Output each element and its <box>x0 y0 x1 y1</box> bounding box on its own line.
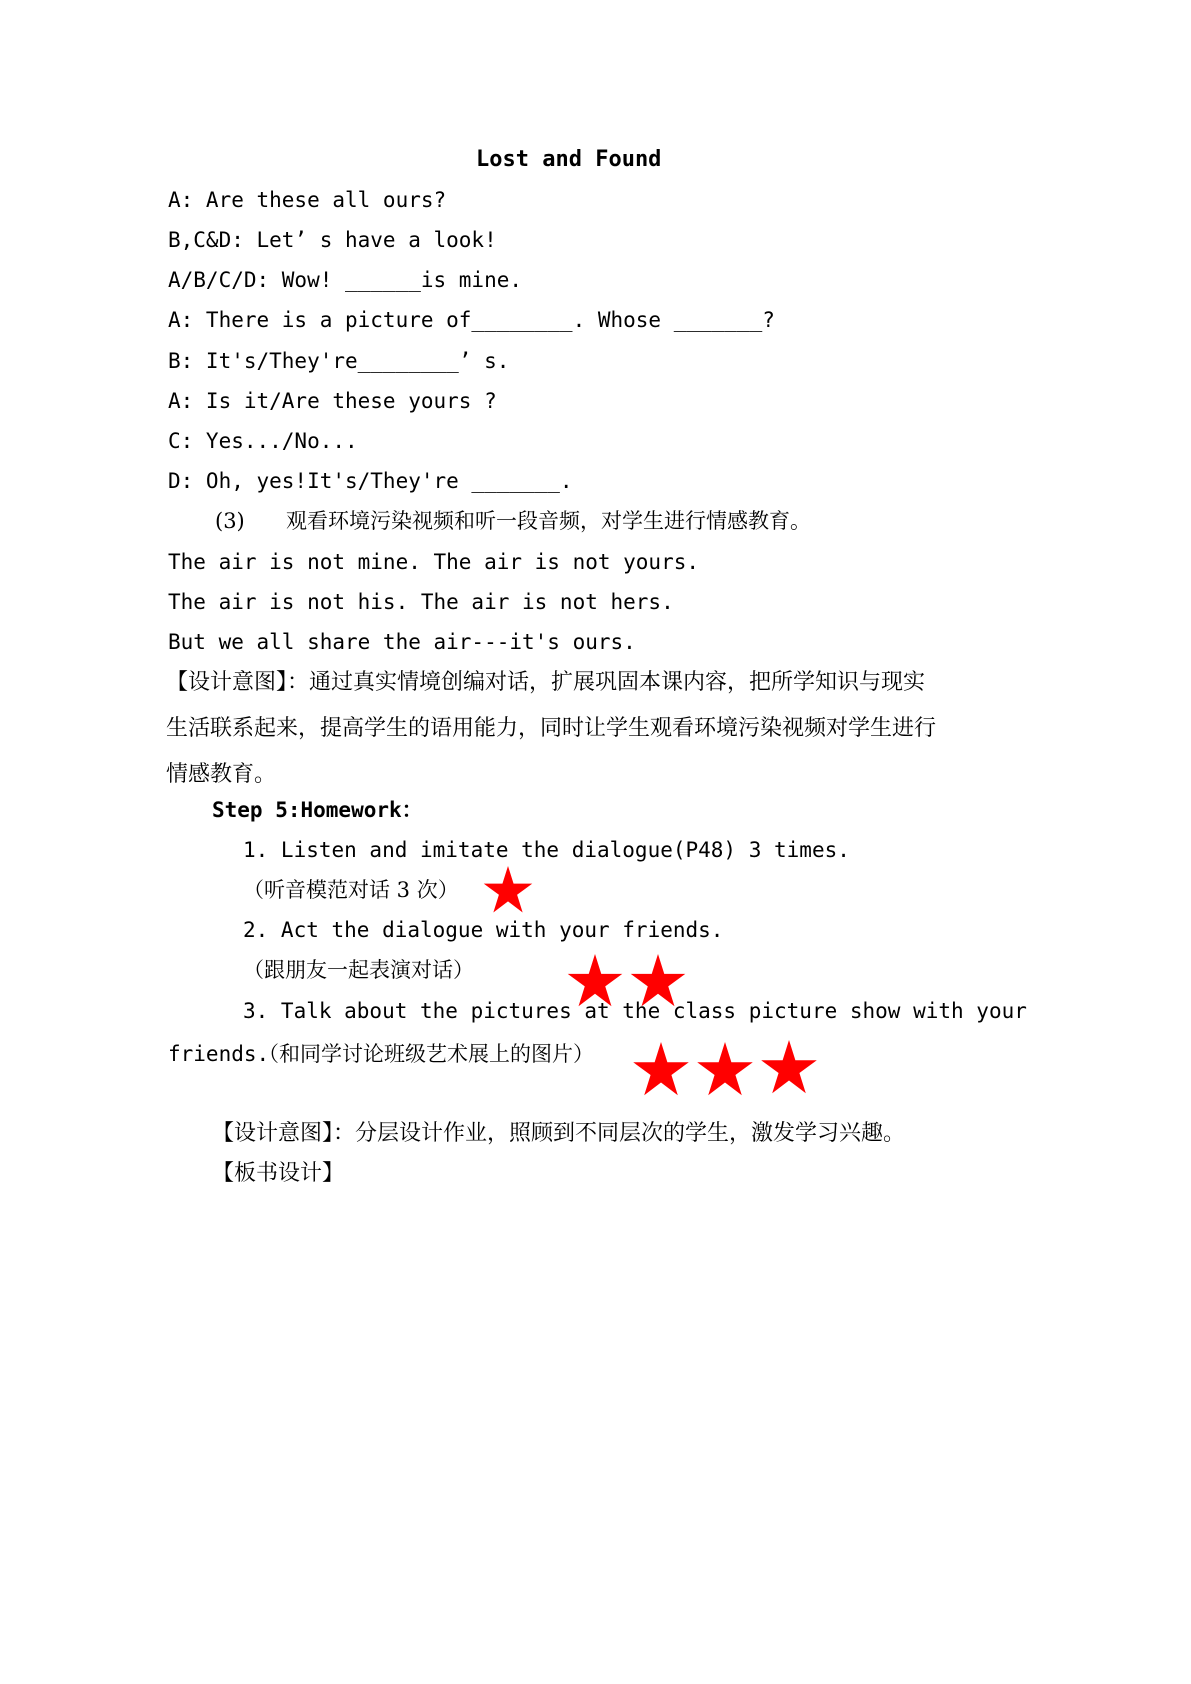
star-icon <box>756 1040 822 1095</box>
poem-line: The air is not his. The air is not hers. <box>168 590 674 614</box>
star-icon <box>626 954 690 1008</box>
dialogue-line: A/B/C/D: Wow! ______is mine. <box>168 268 523 292</box>
homework-item-en-continued: friends. <box>168 1042 270 1066</box>
dialogue-line: B: It's/They're________’ s. <box>168 349 510 373</box>
homework-item-en: 3. Talk about the pictures at the class picture show with your <box>243 999 1027 1023</box>
homework-item-en: 1. Listen and imitate the dialogue(P48) 3 times. <box>243 838 850 862</box>
poem-line: But we all share the air---it's ours. <box>168 630 636 654</box>
star-icon <box>628 1042 694 1097</box>
page-title: Lost and Found <box>476 147 662 172</box>
design-intent-paragraph: 【设计意图】：通过真实情境创编对话，扩展巩固本课内容，把所学知识与现实生活联系起来，提高学生的语用能力，同时让学生观看环境污染视频对学生进行情感教育。 <box>166 670 937 787</box>
homework-item-zh: （听音模范对话 3 次） <box>243 878 459 902</box>
design-intent-homework: 【设计意图】：分层设计作业，照顾到不同层次的学生，激发学习兴趣。 <box>212 1121 906 1146</box>
star-icon <box>692 1042 758 1097</box>
star-icon <box>563 954 627 1008</box>
dialogue-line: A: Are these all ours? <box>168 188 447 212</box>
board-design-heading: 【板书设计】 <box>212 1161 345 1186</box>
dialogue-line: B,C&D: Let’ s have a look! <box>168 228 497 252</box>
homework-item-en: 2. Act the dialogue with your friends. <box>243 918 724 942</box>
dialogue-line: C: Yes.../No... <box>168 429 358 453</box>
dialogue-line: A: Is it/Are these yours ? <box>168 389 497 413</box>
homework-item-zh: （跟朋友一起表演对话） <box>243 958 474 982</box>
step-description: 观看环境污染视频和听一段音频，对学生进行情感教育。 <box>286 509 811 533</box>
dialogue-line: D: Oh, yes!It's/They're _______. <box>168 469 573 493</box>
dialogue-line: A: There is a picture of________. Whose _______? <box>168 308 775 332</box>
step-number: (3) <box>215 509 245 533</box>
homework-item-zh: （和同学讨论班级艺术展上的图片） <box>258 1042 594 1066</box>
poem-line: The air is not mine. The air is not yours. <box>168 550 700 574</box>
star-icon <box>480 866 536 914</box>
homework-heading: Step 5:Homework： <box>212 798 423 822</box>
